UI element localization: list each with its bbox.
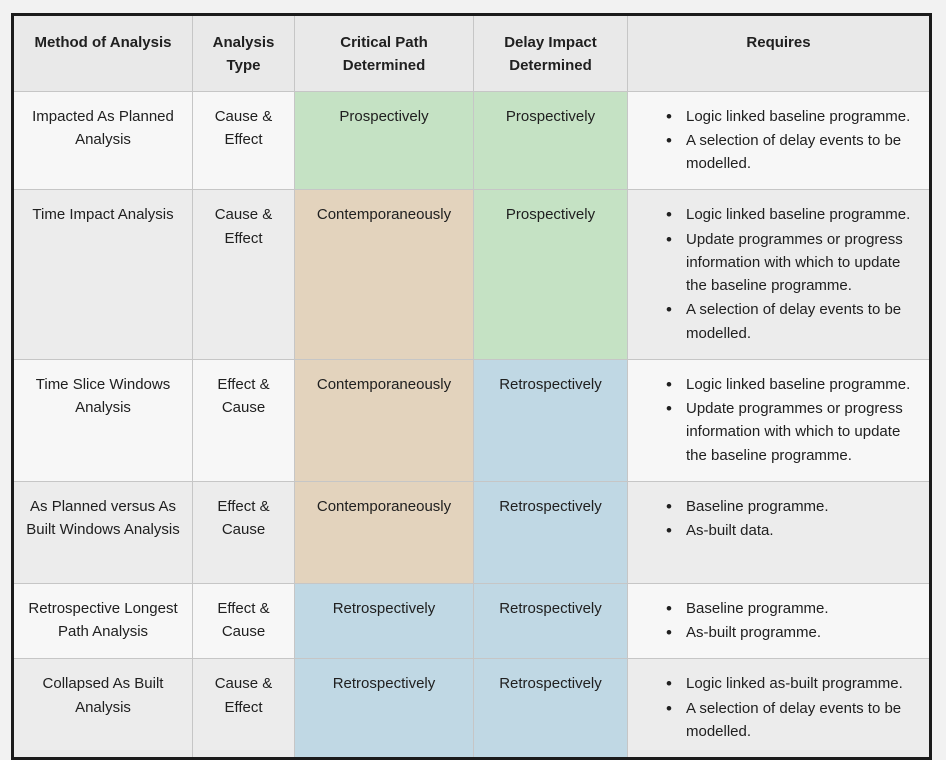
requires-list bbox=[642, 373, 919, 467]
requires-list bbox=[642, 203, 919, 345]
analysis-methods-table bbox=[11, 13, 932, 760]
requires-cell bbox=[628, 91, 931, 190]
delay-impact-cell: Retrospectively bbox=[474, 583, 628, 659]
analysis-type-cell: Cause & Effect bbox=[193, 659, 295, 759]
table-row bbox=[13, 659, 931, 759]
requires-item: • A selection of delay events to be modelled. bbox=[642, 697, 919, 744]
analysis-type-cell: Effect & Cause bbox=[193, 481, 295, 583]
requires-item: • Logic linked as-built programme. bbox=[642, 672, 919, 695]
requires-item: • Logic linked baseline programme. bbox=[642, 105, 919, 128]
method-cell: Collapsed As Built Analysis bbox=[13, 659, 193, 759]
method-cell: Time Impact Analysis bbox=[13, 190, 193, 360]
delay-impact-cell: Retrospectively bbox=[474, 481, 628, 583]
table-body bbox=[13, 91, 931, 759]
requires-cell bbox=[628, 583, 931, 659]
requires-cell bbox=[628, 659, 931, 759]
table-row bbox=[13, 190, 931, 360]
delay-impact-cell: Prospectively bbox=[474, 190, 628, 360]
analysis-type-cell: Cause & Effect bbox=[193, 190, 295, 360]
requires-cell bbox=[628, 481, 931, 583]
table-row bbox=[13, 359, 931, 481]
col-header-critical: Critical Path Determined bbox=[295, 15, 474, 92]
header-row bbox=[13, 15, 931, 92]
critical-path-cell: Retrospectively bbox=[295, 659, 474, 759]
requires-item: • Update programmes or progress information with which to update the baseline programme. bbox=[642, 228, 919, 298]
table-row bbox=[13, 481, 931, 583]
requires-list bbox=[642, 105, 919, 176]
method-cell: Retrospective Longest Path Analysis bbox=[13, 583, 193, 659]
critical-path-cell: Prospectively bbox=[295, 91, 474, 190]
requires-item: • Baseline programme. bbox=[642, 597, 919, 620]
col-header-type: Analysis Type bbox=[193, 15, 295, 92]
requires-item: • A selection of delay events to be modelled. bbox=[642, 298, 919, 345]
critical-path-cell: Retrospectively bbox=[295, 583, 474, 659]
col-header-delay: Delay Impact Determined bbox=[474, 15, 628, 92]
requires-cell bbox=[628, 190, 931, 360]
requires-item: • A selection of delay events to be modelled. bbox=[642, 129, 919, 176]
requires-list bbox=[642, 597, 919, 645]
delay-impact-cell: Retrospectively bbox=[474, 359, 628, 481]
requires-list bbox=[642, 672, 919, 743]
delay-impact-cell: Prospectively bbox=[474, 91, 628, 190]
critical-path-cell: Contemporaneously bbox=[295, 190, 474, 360]
col-header-method: Method of Analysis bbox=[13, 15, 193, 92]
requires-cell bbox=[628, 359, 931, 481]
requires-item: • As-built programme. bbox=[642, 621, 919, 644]
requires-list bbox=[642, 495, 919, 543]
analysis-type-cell: Effect & Cause bbox=[193, 359, 295, 481]
delay-impact-cell: Retrospectively bbox=[474, 659, 628, 759]
requires-item: • Update programmes or progress information with which to update the baseline programme. bbox=[642, 397, 919, 467]
table-row bbox=[13, 583, 931, 659]
analysis-type-cell: Cause & Effect bbox=[193, 91, 295, 190]
requires-item: • Baseline programme. bbox=[642, 495, 919, 518]
table-row bbox=[13, 91, 931, 190]
requires-item: • Logic linked baseline programme. bbox=[642, 373, 919, 396]
method-cell: Impacted As Planned Analysis bbox=[13, 91, 193, 190]
method-cell: Time Slice Windows Analysis bbox=[13, 359, 193, 481]
requires-item: • Logic linked baseline programme. bbox=[642, 203, 919, 226]
method-cell: As Planned versus As Built Windows Analysis bbox=[13, 481, 193, 583]
requires-item: • As-built data. bbox=[642, 519, 919, 542]
critical-path-cell: Contemporaneously bbox=[295, 481, 474, 583]
col-header-requires: Requires bbox=[628, 15, 931, 92]
analysis-type-cell: Effect & Cause bbox=[193, 583, 295, 659]
critical-path-cell: Contemporaneously bbox=[295, 359, 474, 481]
